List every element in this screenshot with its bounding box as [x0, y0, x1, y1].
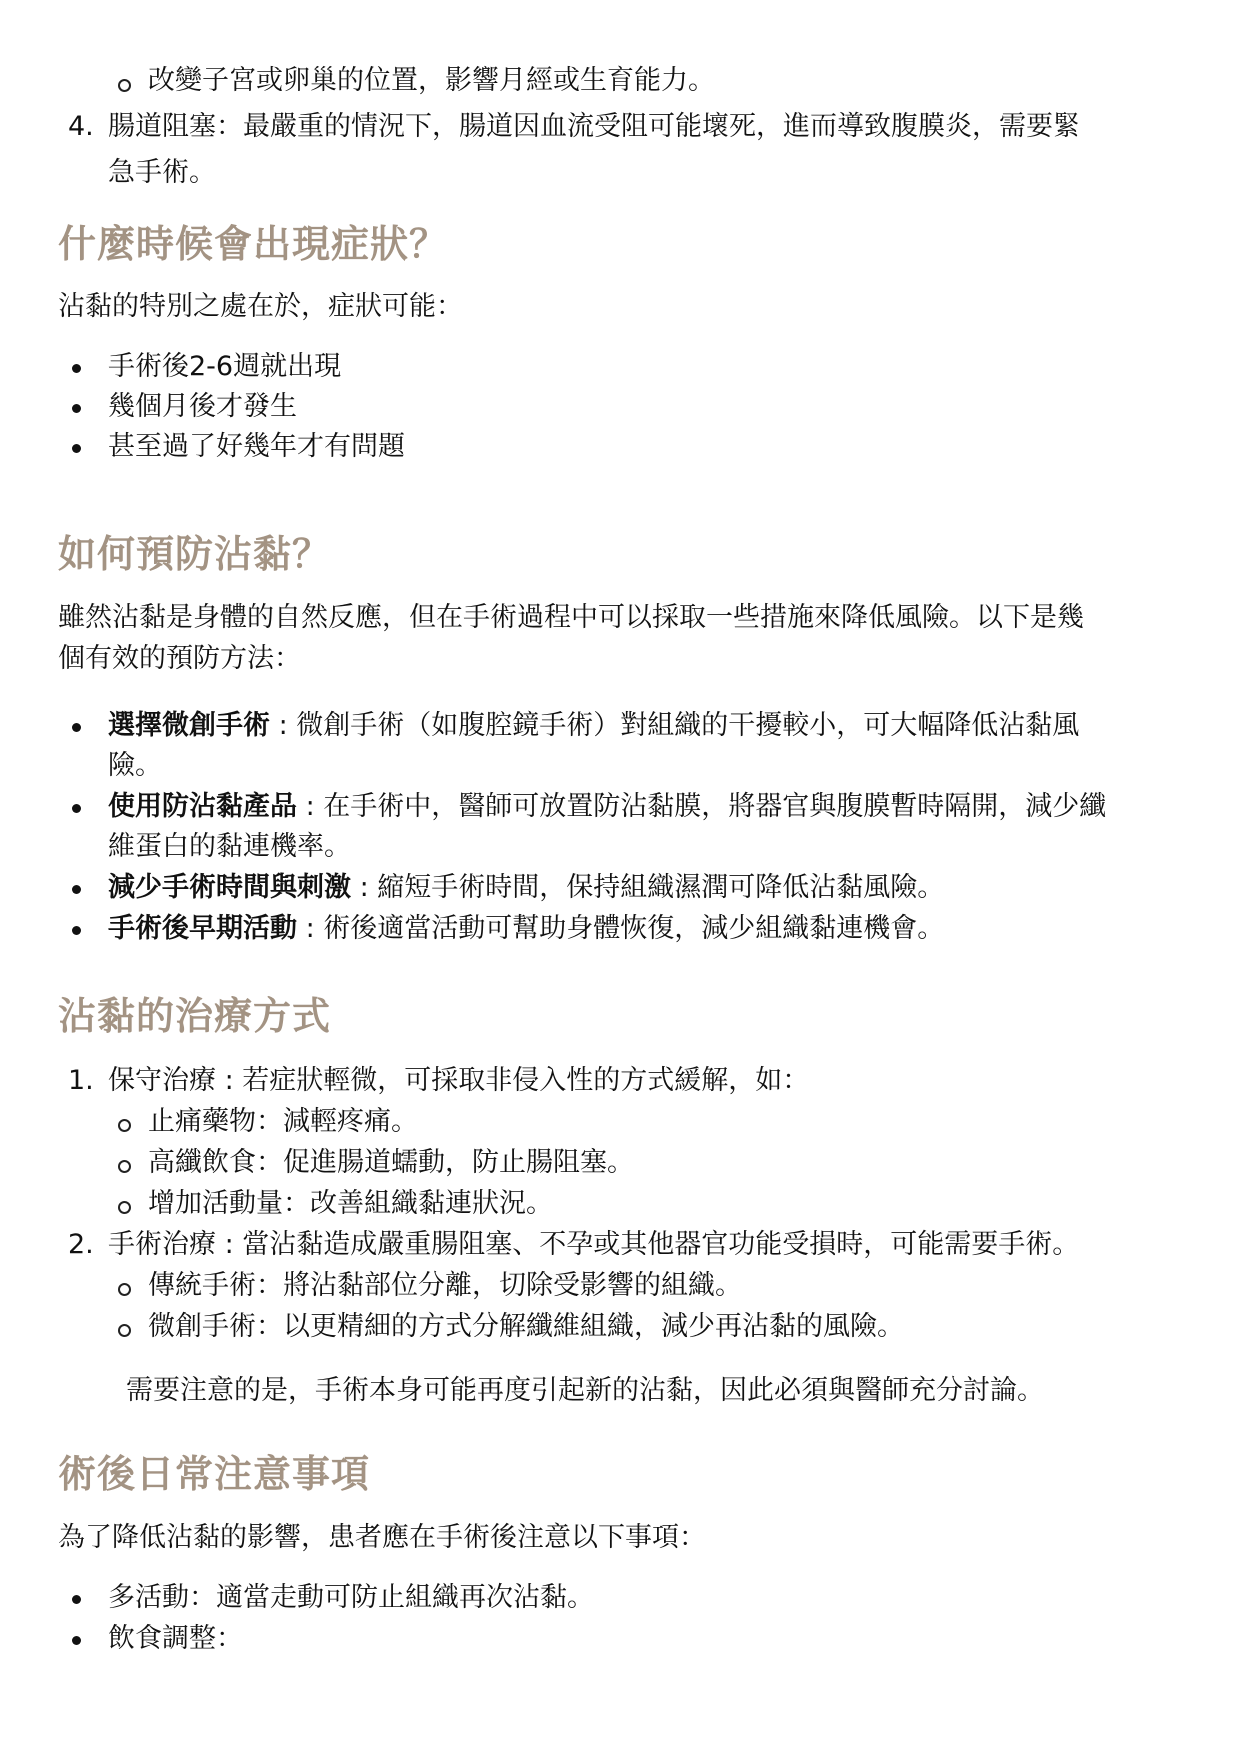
list-item [108, 867, 944, 909]
paragraph: 沾黏的特別之處在於，症狀可能： [58, 291, 463, 322]
list-sub-item: 高纖飲食：促進腸道蠕動，防止腸阻塞。 [148, 1147, 634, 1178]
list-sub-item: 增加活動量：改善組織黏連狀況。 [148, 1188, 553, 1219]
list-item-continuation: 險。 [108, 750, 162, 781]
section-heading: 什麼時候會出現症狀？ [58, 222, 449, 266]
bullet-icon [72, 804, 81, 813]
list-item [108, 908, 944, 950]
list-item: 甚至過了好幾年才有問題 [108, 431, 405, 462]
hollow-bullet-icon [118, 1119, 131, 1132]
list-sub-item: 傳統手術：將沾黏部位分離，切除受影響的組織。 [148, 1270, 742, 1301]
list-number: 1. [68, 1065, 94, 1096]
list-sub-item: 止痛藥物：減輕疼痛。 [148, 1106, 418, 1137]
hollow-bullet-icon [118, 79, 131, 92]
list-item: 多活動：適當走動可防止組織再次沾黏。 [108, 1582, 594, 1613]
list-item-continuation: 急手術。 [108, 157, 216, 188]
bullet-icon [72, 1636, 81, 1645]
bullet-icon [72, 723, 81, 732]
bullet-icon [72, 885, 81, 894]
item-label: 減少手術時間與刺激 [108, 872, 351, 903]
list-item: 保守治療 : 若症狀輕微，可採取非侵入性的方式緩解，如： [108, 1065, 810, 1096]
bullet-icon [72, 926, 81, 935]
hollow-bullet-icon [118, 1201, 131, 1214]
list-sub-item: 微創手術：以更精細的方式分解纖維組織，減少再沾黏的風險。 [148, 1311, 904, 1342]
section-heading: 術後日常注意事項 [58, 1452, 371, 1496]
list-item [108, 705, 1079, 747]
list-number: 2. [68, 1229, 94, 1260]
item-text: : 術後適當活動可幫助身體恢復，減少組織黏連機會。 [297, 913, 945, 944]
paragraph-continuation: 個有效的預防方法： [58, 643, 301, 674]
paragraph: 為了降低沾黏的影響，患者應在手術後注意以下事項： [58, 1522, 706, 1553]
item-text: : 微創手術（如腹腔鏡手術）對組織的干擾較小，可大幅降低沾黏風 [270, 710, 1080, 741]
list-item [108, 786, 1106, 828]
bullet-icon [72, 1595, 81, 1604]
item-text: : 在手術中，醫師可放置防沾黏膜，將器官與腹膜暫時隔開，減少纖 [297, 791, 1107, 822]
list-item: 手術後2-6週就出現 [108, 351, 342, 382]
bullet-icon [72, 404, 81, 413]
item-text: : 縮短手術時間，保持組織濕潤可降低沾黏風險。 [351, 872, 945, 903]
bullet-icon [72, 444, 81, 453]
list-item: 飲食調整： [108, 1623, 243, 1654]
section-heading: 沾黏的治療方式 [58, 994, 332, 1038]
list-number: 4. [68, 111, 94, 142]
list-item-continuation: 維蛋白的黏連機率。 [108, 831, 351, 862]
item-label: 選擇微創手術 [108, 710, 270, 741]
hollow-bullet-icon [118, 1160, 131, 1173]
hollow-bullet-icon [118, 1324, 131, 1337]
list-sub-item: 改變子宮或卵巢的位置，影響月經或生育能力。 [148, 65, 715, 96]
list-item: 腸道阻塞：最嚴重的情況下，腸道因血流受阻可能壞死，進而導致腹膜炎，需要緊 [108, 111, 1080, 142]
bullet-icon [72, 364, 81, 373]
list-item: 手術治療 : 當沾黏造成嚴重腸阻塞、不孕或其他器官功能受損時，可能需要手術。 [108, 1229, 1080, 1260]
note-paragraph: 需要注意的是，手術本身可能再度引起新的沾黏，因此必須與醫師充分討論。 [126, 1375, 1044, 1406]
list-item: 幾個月後才發生 [108, 391, 297, 422]
paragraph: 雖然沾黏是身體的自然反應，但在手術過程中可以採取一些措施來降低風險。以下是幾 [58, 602, 1084, 633]
section-heading: 如何預防沾黏？ [58, 532, 332, 576]
hollow-bullet-icon [118, 1283, 131, 1296]
item-label: 使用防沾黏產品 [108, 791, 297, 822]
item-label: 手術後早期活動 [108, 913, 297, 944]
